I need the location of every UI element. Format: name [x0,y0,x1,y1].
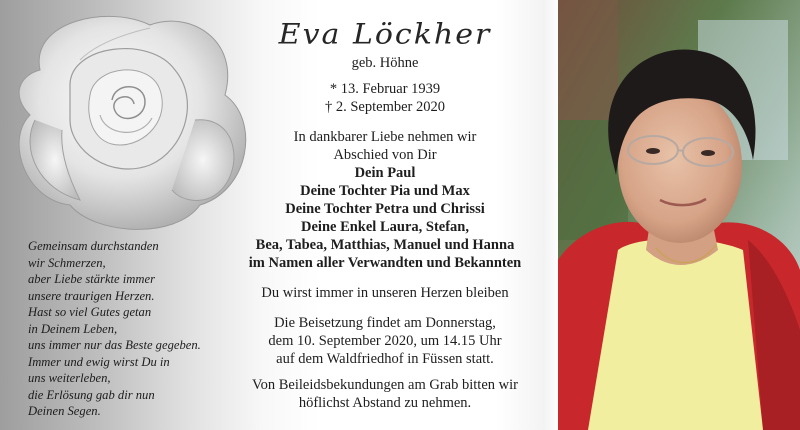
poem [28,238,258,420]
birth-name: geb. Höhne [351,55,419,71]
mourner-line: Deine Tochter Pia und Max [300,183,470,199]
funeral-line: Die Beisetzung findet am Donnerstag, [274,315,496,331]
poem-line: Deinen Segen. [28,404,101,418]
poem-line: wir Schmerzen, [28,255,106,270]
poem-line: uns immer nur das Beste gegeben. [28,338,201,352]
mourner-line: im Namen aller Verwandten und Bekannten [248,255,522,271]
poem-line: uns weiterleben, [28,371,111,385]
death-date: † 2. September 2020 [324,99,445,115]
mourner-line: Bea, Tabea, Matthias, Manuel und Hanna [255,237,515,253]
farewell-line: Abschied von Dir [333,147,437,163]
main-text [225,18,545,412]
birth-date: * 13. Februar 1939 [329,81,441,97]
condolence-line: höflichst Abstand zu nehmen. [298,395,472,411]
deceased-name: Eva Löckher [278,18,492,51]
mourner-line: Deine Tochter Petra und Chrissi [285,201,485,217]
poem-line: Gemeinsam durchstanden [28,239,159,253]
poem-line: Hast so viel Gutes getan [28,305,152,319]
portrait-photo [558,0,800,430]
condolence-line: Von Beileidsbekundungen am Grab bitten wir [252,377,518,393]
poem-line: aber Liebe stärkte immer [28,272,155,286]
memory-line: Du wirst immer in unseren Herzen bleiben [261,285,509,301]
poem-line: in Deinem Leben, [28,321,118,336]
poem-line: die Erlösung gab dir nun [28,387,155,402]
farewell-line: In dankbarer Liebe nehmen wir [293,129,477,145]
poem-line: unsere traurigen Herzen. [28,288,155,303]
poem-line: Immer und ewig wirst Du in [28,354,170,369]
funeral-line: auf dem Waldfriedhof in Füssen statt. [276,351,494,367]
mourner-line: Dein Paul [354,165,416,181]
mourner-line: Deine Enkel Laura, Stefan, [301,219,469,235]
funeral-line: dem 10. September 2020, um 14.15 Uhr [268,333,502,349]
